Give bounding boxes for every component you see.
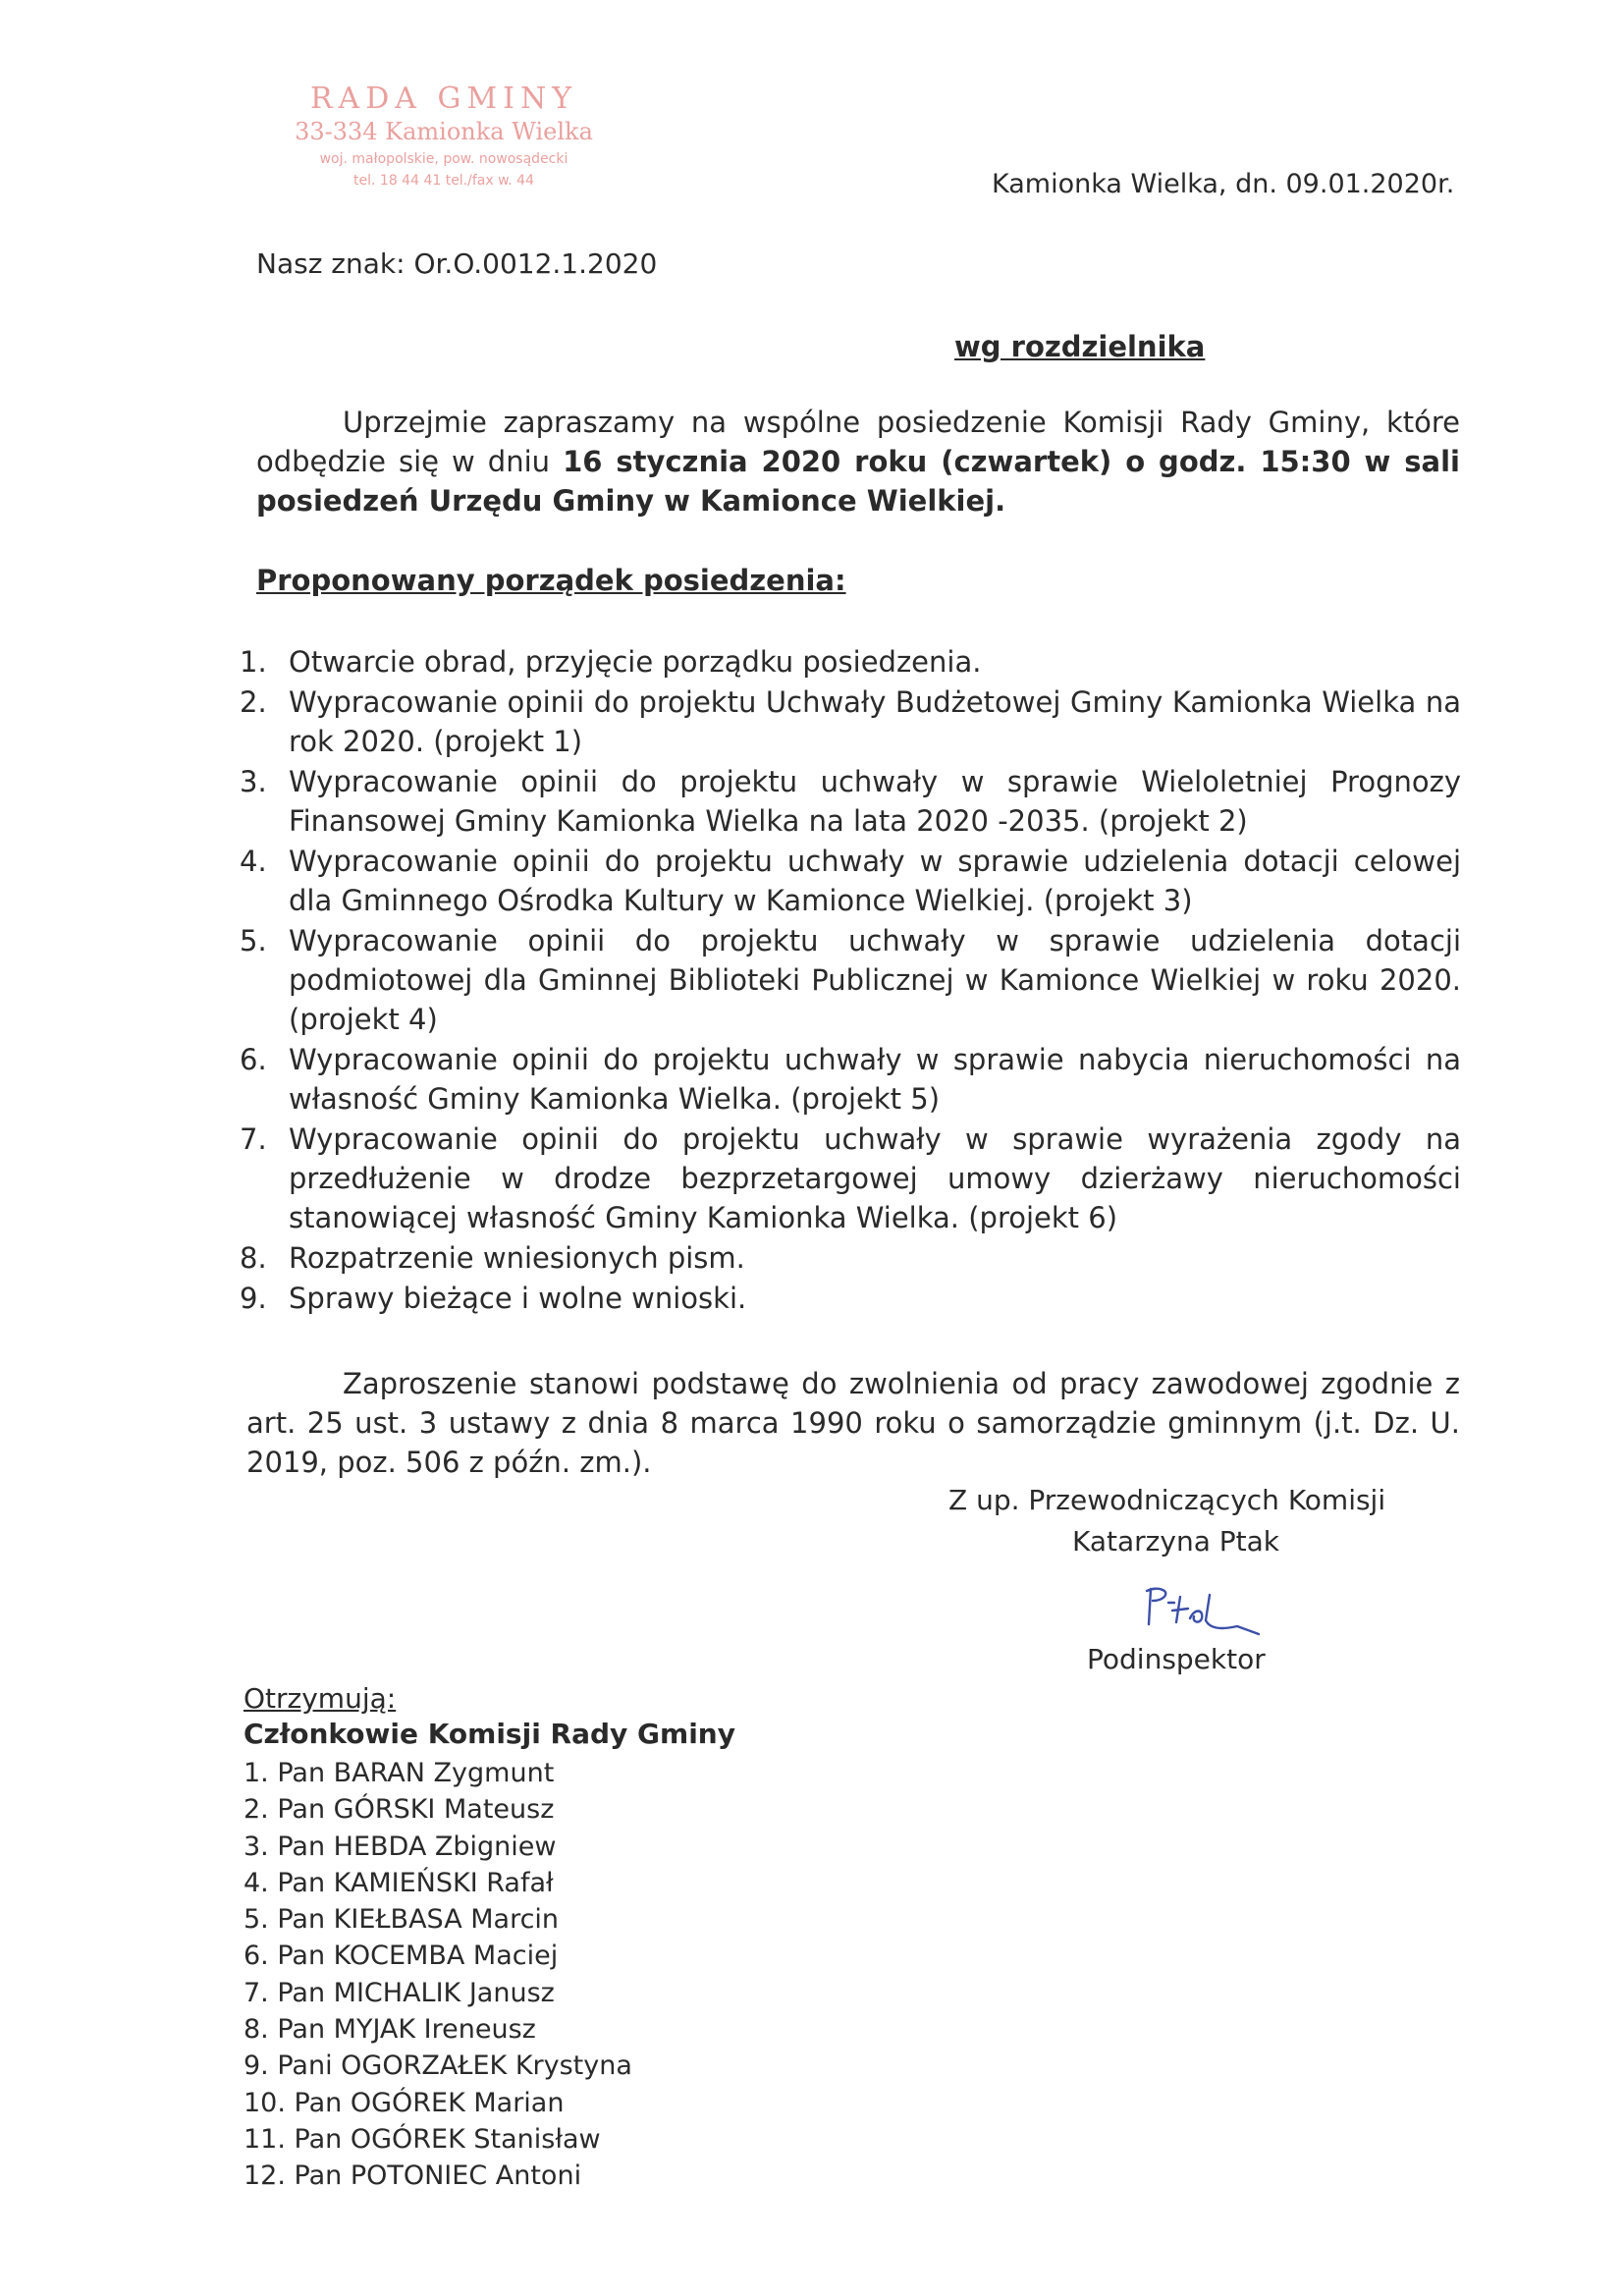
reference-number: Nasz znak: Or.O.0012.1.2020 xyxy=(256,247,658,280)
addressee: wg rozdzielnika xyxy=(954,330,1206,363)
agenda-item xyxy=(240,921,1461,1039)
institution-stamp xyxy=(257,79,630,196)
agenda-item-number: 8. xyxy=(240,1241,267,1275)
agenda-item-text: Otwarcie obrad, przyjęcie porządku posiedzenia. xyxy=(289,645,982,679)
agenda-item-number: 5. xyxy=(240,924,267,957)
agenda-item-number: 4. xyxy=(240,845,267,878)
invitation-date-place: 16 stycznia 2020 roku (czwartek) o godz. 15:30 w sali posiedzeń Urzędu Gminy w Kamionce Wielkiej. xyxy=(256,445,1460,518)
agenda-item-text: Wypracowanie opinii do projektu uchwały w sprawie Wieloletniej Prognozy Finansowej Gminy Kamionka Wielka na lata 2020 -2035. (projekt 2) xyxy=(289,765,1461,838)
agenda-item-number: 9. xyxy=(240,1282,267,1315)
agenda-title: Proponowany porządek posiedzenia: xyxy=(256,564,846,597)
agenda-item xyxy=(240,842,1461,920)
recipient-item: 9. Pani OGORZAŁEK Krystyna xyxy=(243,2050,632,2082)
stamp-line-1: RADA GMINY xyxy=(309,82,578,116)
agenda-item-text: Wypracowanie opinii do projektu uchwały w sprawie nabycia nieruchomości na własność Gminy Kamionka Wielka. (projekt 5) xyxy=(289,1043,1461,1116)
signatory-title: Podinspektor xyxy=(1087,1643,1266,1675)
agenda-item xyxy=(240,1040,1461,1119)
invitation-paragraph xyxy=(256,403,1460,520)
agenda-item-number: 1. xyxy=(240,645,267,679)
agenda-item xyxy=(240,683,1461,761)
stamp-line-3: woj. małopolskie, pow. nowosądecki xyxy=(319,151,568,167)
agenda-item xyxy=(240,642,1461,682)
stamp-line-2: 33-334 Kamionka Wielka xyxy=(295,118,593,145)
agenda-item-text: Wypracowanie opinii do projektu uchwały w sprawie udzielenia dotacji podmiotowej dla Gminnej Biblioteki Publicznej w Kamionce Wielkiej w roku 2020. (projekt 4) xyxy=(289,924,1461,1036)
recipient-item: 10. Pan OGÓREK Marian xyxy=(243,2087,565,2118)
agenda-item-number: 3. xyxy=(240,765,267,798)
recipient-item: 5. Pan KIEŁBASA Marcin xyxy=(243,1904,560,1936)
agenda-list xyxy=(240,642,1461,1319)
invitation-text: Uprzejmie zapraszamy na wspólne posiedzenie Komisji Rady Gminy, które odbędzie się w dniu xyxy=(256,406,1460,478)
agenda-item xyxy=(240,1279,1461,1318)
recipient-item: 12. Pan POTONIEC Antoni xyxy=(243,2160,582,2192)
agenda-item-text: Wypracowanie opinii do projektu Uchwały Budżetowej Gminy Kamionka Wielka na rok 2020. (projekt 1) xyxy=(289,685,1461,758)
recipients-list xyxy=(243,1755,632,2195)
handwritten-signature xyxy=(1129,1569,1276,1648)
recipients-label: Otrzymują: xyxy=(243,1682,397,1715)
recipient-item: 3. Pan HEBDA Zbigniew xyxy=(243,1831,557,1862)
signatory-name: Katarzyna Ptak xyxy=(1072,1525,1279,1558)
place-and-date: Kamionka Wielka, dn. 09.01.2020r. xyxy=(992,169,1455,199)
agenda-item xyxy=(240,762,1461,841)
recipient-item: 4. Pan KAMIEŃSKI Rafał xyxy=(243,1867,554,1898)
stamp-line-4: tel. 18 44 41 tel./fax w. 44 xyxy=(353,173,534,189)
agenda-item-text: Sprawy bieżące i wolne wnioski. xyxy=(289,1282,747,1315)
legal-basis-paragraph xyxy=(246,1364,1460,1482)
signatory-role: Z up. Przewodniczących Komisji xyxy=(948,1484,1386,1516)
agenda-item xyxy=(240,1120,1461,1237)
agenda-item-text: Rozpatrzenie wniesionych pism. xyxy=(289,1241,745,1275)
recipient-item: 2. Pan GÓRSKI Mateusz xyxy=(243,1794,555,1826)
recipient-item: 6. Pan KOCEMBA Maciej xyxy=(243,1941,559,1972)
recipient-item: 8. Pan MYJAK Ireneusz xyxy=(243,2014,536,2046)
agenda-item-number: 6. xyxy=(240,1043,267,1076)
agenda-item-number: 7. xyxy=(240,1122,267,1156)
legal-basis-text: Zaproszenie stanowi podstawę do zwolnienia od pracy zawodowej zgodnie z art. 25 ust. 3 ustawy z dnia 8 marca 1990 roku o samorządzie gminnym (j.t. Dz. U. 2019, poz. 506 z późn. zm.). xyxy=(246,1367,1460,1479)
agenda-item-text: Wypracowanie opinii do projektu uchwały w sprawie udzielenia dotacji celowej dla Gminnego Ośrodka Kultury w Kamionce Wielkiej. (projekt 3) xyxy=(289,845,1461,917)
recipient-item: 7. Pan MICHALIK Janusz xyxy=(243,1977,555,2008)
agenda-item xyxy=(240,1238,1461,1278)
recipient-item: 11. Pan OGÓREK Stanisław xyxy=(243,2123,601,2155)
agenda-item-number: 2. xyxy=(240,685,267,719)
recipients-group: Członkowie Komisji Rady Gminy xyxy=(243,1718,735,1750)
agenda-item-text: Wypracowanie opinii do projektu uchwały w sprawie wyrażenia zgody na przedłużenie w drodze bezprzetargowej umowy dzierżawy nieruchomości stanowiącej własność Gminy Kamionka Wielka. (projekt 6) xyxy=(289,1122,1461,1234)
recipient-item: 1. Pan BARAN Zygmunt xyxy=(243,1758,555,1788)
